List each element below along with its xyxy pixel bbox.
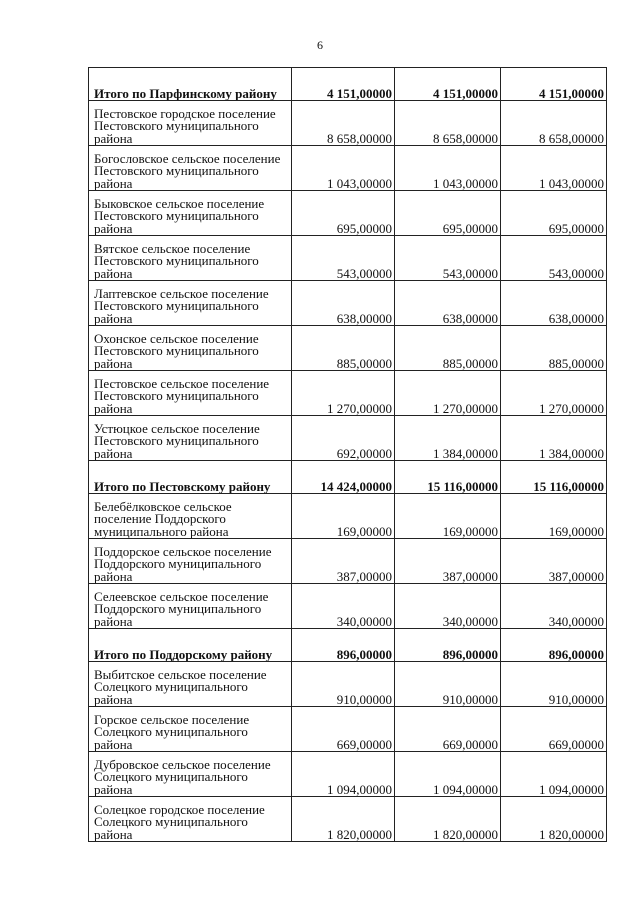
row-name-cell: Устюцкое сельское поселение Пестовского муниципального района xyxy=(89,416,292,461)
budget-table xyxy=(88,67,607,842)
row-name-cell: Белебёлковское сельское поселение Поддорского муниципального района xyxy=(89,494,292,539)
row-name-cell: Поддорское сельское поселение Поддорского муниципального района xyxy=(89,539,292,584)
value-cell-1: 638,00000 xyxy=(292,281,395,326)
settlement-row xyxy=(89,707,607,752)
value-cell-1: 910,00000 xyxy=(292,662,395,707)
value-cell-1: 885,00000 xyxy=(292,326,395,371)
value-cell-2: 695,00000 xyxy=(395,191,501,236)
value-cell-2: 1 384,00000 xyxy=(395,416,501,461)
value-cell-1: 1 270,00000 xyxy=(292,371,395,416)
settlement-row xyxy=(89,584,607,629)
value-cell-2: 910,00000 xyxy=(395,662,501,707)
settlement-row xyxy=(89,662,607,707)
value-cell-1: 695,00000 xyxy=(292,191,395,236)
value-cell-1: 692,00000 xyxy=(292,416,395,461)
value-cell-2: 638,00000 xyxy=(395,281,501,326)
row-name-cell: Итого по Парфинскому району xyxy=(89,68,292,101)
row-name-cell: Вятское сельское поселение Пестовского муниципального района xyxy=(89,236,292,281)
row-name-cell: Солецкое городское поселение Солецкого муниципального района xyxy=(89,797,292,842)
row-name-cell: Горское сельское поселение Солецкого муниципального района xyxy=(89,707,292,752)
value-cell-3: 340,00000 xyxy=(501,584,607,629)
value-cell-3: 695,00000 xyxy=(501,191,607,236)
row-name-cell: Быковское сельское поселение Пестовского муниципального района xyxy=(89,191,292,236)
value-cell-1: 543,00000 xyxy=(292,236,395,281)
value-cell-3: 387,00000 xyxy=(501,539,607,584)
value-cell-1: 340,00000 xyxy=(292,584,395,629)
value-cell-3: 1 384,00000 xyxy=(501,416,607,461)
value-cell-2: 543,00000 xyxy=(395,236,501,281)
value-cell-2: 15 116,00000 xyxy=(395,461,501,494)
value-cell-3: 896,00000 xyxy=(501,629,607,662)
value-cell-2: 885,00000 xyxy=(395,326,501,371)
value-cell-1: 896,00000 xyxy=(292,629,395,662)
settlement-row xyxy=(89,752,607,797)
page-number: 6 xyxy=(317,38,323,52)
settlement-row xyxy=(89,236,607,281)
value-cell-2: 387,00000 xyxy=(395,539,501,584)
value-cell-2: 1 094,00000 xyxy=(395,752,501,797)
row-name-cell: Лаптевское сельское поселение Пестовского муниципального района xyxy=(89,281,292,326)
value-cell-1: 169,00000 xyxy=(292,494,395,539)
value-cell-2: 896,00000 xyxy=(395,629,501,662)
value-cell-2: 340,00000 xyxy=(395,584,501,629)
value-cell-2: 1 820,00000 xyxy=(395,797,501,842)
settlement-row xyxy=(89,494,607,539)
value-cell-2: 169,00000 xyxy=(395,494,501,539)
value-cell-2: 8 658,00000 xyxy=(395,101,501,146)
value-cell-1: 8 658,00000 xyxy=(292,101,395,146)
district-total-row xyxy=(89,461,607,494)
row-name-cell: Охонское сельское поселение Пестовского муниципального района xyxy=(89,326,292,371)
value-cell-1: 1 043,00000 xyxy=(292,146,395,191)
value-cell-3: 669,00000 xyxy=(501,707,607,752)
row-name-cell: Селеевское сельское поселение Поддорского муниципального района xyxy=(89,584,292,629)
value-cell-3: 169,00000 xyxy=(501,494,607,539)
district-total-row xyxy=(89,68,607,101)
table-body xyxy=(89,68,607,842)
settlement-row xyxy=(89,416,607,461)
row-name-cell: Дубровское сельское поселение Солецкого муниципального района xyxy=(89,752,292,797)
value-cell-3: 15 116,00000 xyxy=(501,461,607,494)
value-cell-2: 4 151,00000 xyxy=(395,68,501,101)
value-cell-3: 8 658,00000 xyxy=(501,101,607,146)
row-name-cell: Итого по Поддорскому району xyxy=(89,629,292,662)
value-cell-2: 1 043,00000 xyxy=(395,146,501,191)
value-cell-2: 669,00000 xyxy=(395,707,501,752)
settlement-row xyxy=(89,191,607,236)
settlement-row xyxy=(89,797,607,842)
settlement-row xyxy=(89,146,607,191)
value-cell-2: 1 270,00000 xyxy=(395,371,501,416)
value-cell-1: 14 424,00000 xyxy=(292,461,395,494)
settlement-row xyxy=(89,326,607,371)
settlement-row xyxy=(89,539,607,584)
value-cell-1: 387,00000 xyxy=(292,539,395,584)
value-cell-3: 543,00000 xyxy=(501,236,607,281)
settlement-row xyxy=(89,371,607,416)
row-name-cell: Итого по Пестовскому району xyxy=(89,461,292,494)
value-cell-1: 1 094,00000 xyxy=(292,752,395,797)
row-name-cell: Выбитское сельское поселение Солецкого муниципального района xyxy=(89,662,292,707)
value-cell-3: 638,00000 xyxy=(501,281,607,326)
row-name-cell: Богословское сельское поселение Пестовского муниципального района xyxy=(89,146,292,191)
value-cell-1: 4 151,00000 xyxy=(292,68,395,101)
value-cell-3: 1 820,00000 xyxy=(501,797,607,842)
row-name-cell: Пестовское сельское поселение Пестовского муниципального района xyxy=(89,371,292,416)
value-cell-3: 1 043,00000 xyxy=(501,146,607,191)
value-cell-3: 1 270,00000 xyxy=(501,371,607,416)
value-cell-3: 1 094,00000 xyxy=(501,752,607,797)
value-cell-3: 885,00000 xyxy=(501,326,607,371)
value-cell-3: 4 151,00000 xyxy=(501,68,607,101)
settlement-row xyxy=(89,281,607,326)
value-cell-1: 669,00000 xyxy=(292,707,395,752)
settlement-row xyxy=(89,101,607,146)
row-name-cell: Пестовское городское поселение Пестовского муниципального района xyxy=(89,101,292,146)
value-cell-1: 1 820,00000 xyxy=(292,797,395,842)
district-total-row xyxy=(89,629,607,662)
value-cell-3: 910,00000 xyxy=(501,662,607,707)
